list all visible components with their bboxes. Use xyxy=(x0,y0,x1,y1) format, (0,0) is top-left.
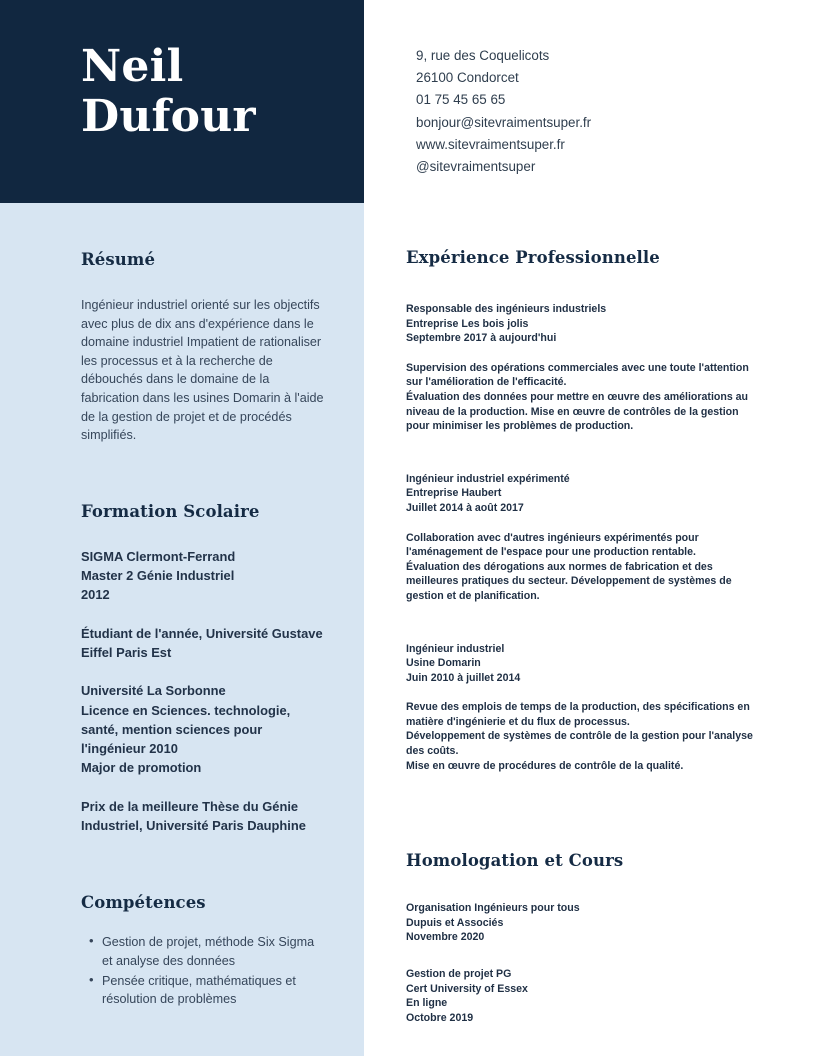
job-description: Collaboration avec d'autres ingénieurs expérimentés pour l'aménagement de l'espace pour une production rentable. Évaluation des dérogations aux normes de fabrication et des meilleures pratiques du secteur. Développement de systèmes de gestion et de planification. xyxy=(406,531,732,602)
certifications-heading: Homologation et Cours xyxy=(406,851,624,871)
job-title: Responsable des ingénieurs industriels xyxy=(406,303,607,315)
contact-city: 26100 Condorcet xyxy=(416,70,519,86)
sidebar-content xyxy=(81,203,327,1010)
job-title: Ingénieur industriel xyxy=(406,642,505,655)
list-item: • Pensée critique, mathématiques et résolution de problèmes xyxy=(102,972,327,1009)
experience-heading: Expérience Professionnelle xyxy=(406,248,660,267)
resume-heading: Résumé xyxy=(81,250,156,269)
job-title: Ingénieur industriel expérimenté xyxy=(406,472,570,485)
certification-date: Octobre 2019 xyxy=(406,1011,474,1024)
job-company: Usine Domarin xyxy=(406,657,481,670)
contact-phone[interactable]: 01 75 45 65 65 xyxy=(416,92,506,108)
contact-social[interactable]: @sitevraimentsuper xyxy=(416,159,536,175)
certification-entry xyxy=(406,901,754,945)
job-company: Entreprise Les bois jolis xyxy=(406,317,529,330)
job-company: Entreprise Haubert xyxy=(406,487,502,500)
education-entry: Université La Sorbonne Licence en Sciences. technologie, santé, mention sciences pour l'ingénieur 2010 Major de promotion xyxy=(81,683,291,776)
skills-heading: Compétences xyxy=(81,893,206,913)
certification-title: Gestion de projet PG xyxy=(406,968,512,981)
job-dates: Septembre 2017 à aujourd'hui xyxy=(406,332,557,345)
education-entry: SIGMA Clermont-Ferrand Master 2 Génie Industriel 2012 xyxy=(81,548,236,603)
first-name: Neil xyxy=(81,41,184,92)
experience-entry xyxy=(406,302,754,434)
main-content xyxy=(406,248,754,1025)
contact-block xyxy=(416,45,591,178)
certification-title: Organisation Ingénieurs pour tous xyxy=(406,902,580,915)
certification-mode: En ligne xyxy=(406,997,448,1010)
certification-date: Novembre 2020 xyxy=(406,931,485,944)
contact-street: 9, rue des Coquelicots xyxy=(416,48,550,63)
last-name: Dufour xyxy=(81,91,256,142)
skills-list xyxy=(81,933,327,1008)
experience-entry xyxy=(406,472,754,604)
certification-entry xyxy=(406,967,754,1025)
education-section xyxy=(81,502,327,836)
experience-section xyxy=(406,248,754,773)
education-heading: Formation Scolaire xyxy=(81,501,260,521)
job-description: Supervision des opérations commerciales avec une toute l'attention sur l'amélioration de l'efficacité. Évaluation des données pour mettre en œuvre des améliorations au niveau de la production. Mise en œuvre de contrôles de la gestion pour minimiser les problèmes de production. xyxy=(406,361,749,433)
certification-org: Cert University of Essex xyxy=(406,982,528,995)
name-block-inner xyxy=(81,42,350,142)
name-header xyxy=(0,0,364,203)
contact-website[interactable]: www.sitevraimentsuper.fr xyxy=(416,136,565,152)
experience-entry xyxy=(406,642,754,774)
job-dates: Juin 2010 à juillet 2014 xyxy=(406,671,521,684)
job-dates: Juillet 2014 à août 2017 xyxy=(406,501,524,514)
main-column xyxy=(364,0,816,1056)
resume-section xyxy=(81,250,327,445)
certification-org: Dupuis et Associés xyxy=(406,916,504,929)
education-entry: Prix de la meilleure Thèse du Génie Industriel, Université Paris Dauphine xyxy=(81,798,306,834)
certifications-section xyxy=(406,851,754,1025)
job-description: Revue des emplois de temps de la production, des spécifications en matière d'ingénierie et du flux de processus. Développement de systèmes de contrôle de la gestion pour l'analyse des coûts. Mise en œuvre de procédures de contrôle de la qualité. xyxy=(406,701,753,772)
contact-email[interactable]: bonjour@sitevraimentsuper.fr xyxy=(416,114,592,130)
skills-section xyxy=(81,893,327,1008)
education-entry: Étudiant de l'année, Université Gustave Eiffel Paris Est xyxy=(81,625,323,660)
list-item: • Gestion de projet, méthode Six Sigma et analyse des données xyxy=(102,933,327,970)
sidebar xyxy=(0,0,364,1056)
resume-paragraph: Ingénieur industriel orienté sur les objectifs avec plus de dix ans d'expérience dans le domaine industriel Impatient de rationaliser les processus et à la recherche de débouchés dans le domaine de la fabrication dans les usines Domarin à l'aide de la gestion de projet et de procédés simplifiés. xyxy=(81,298,324,443)
